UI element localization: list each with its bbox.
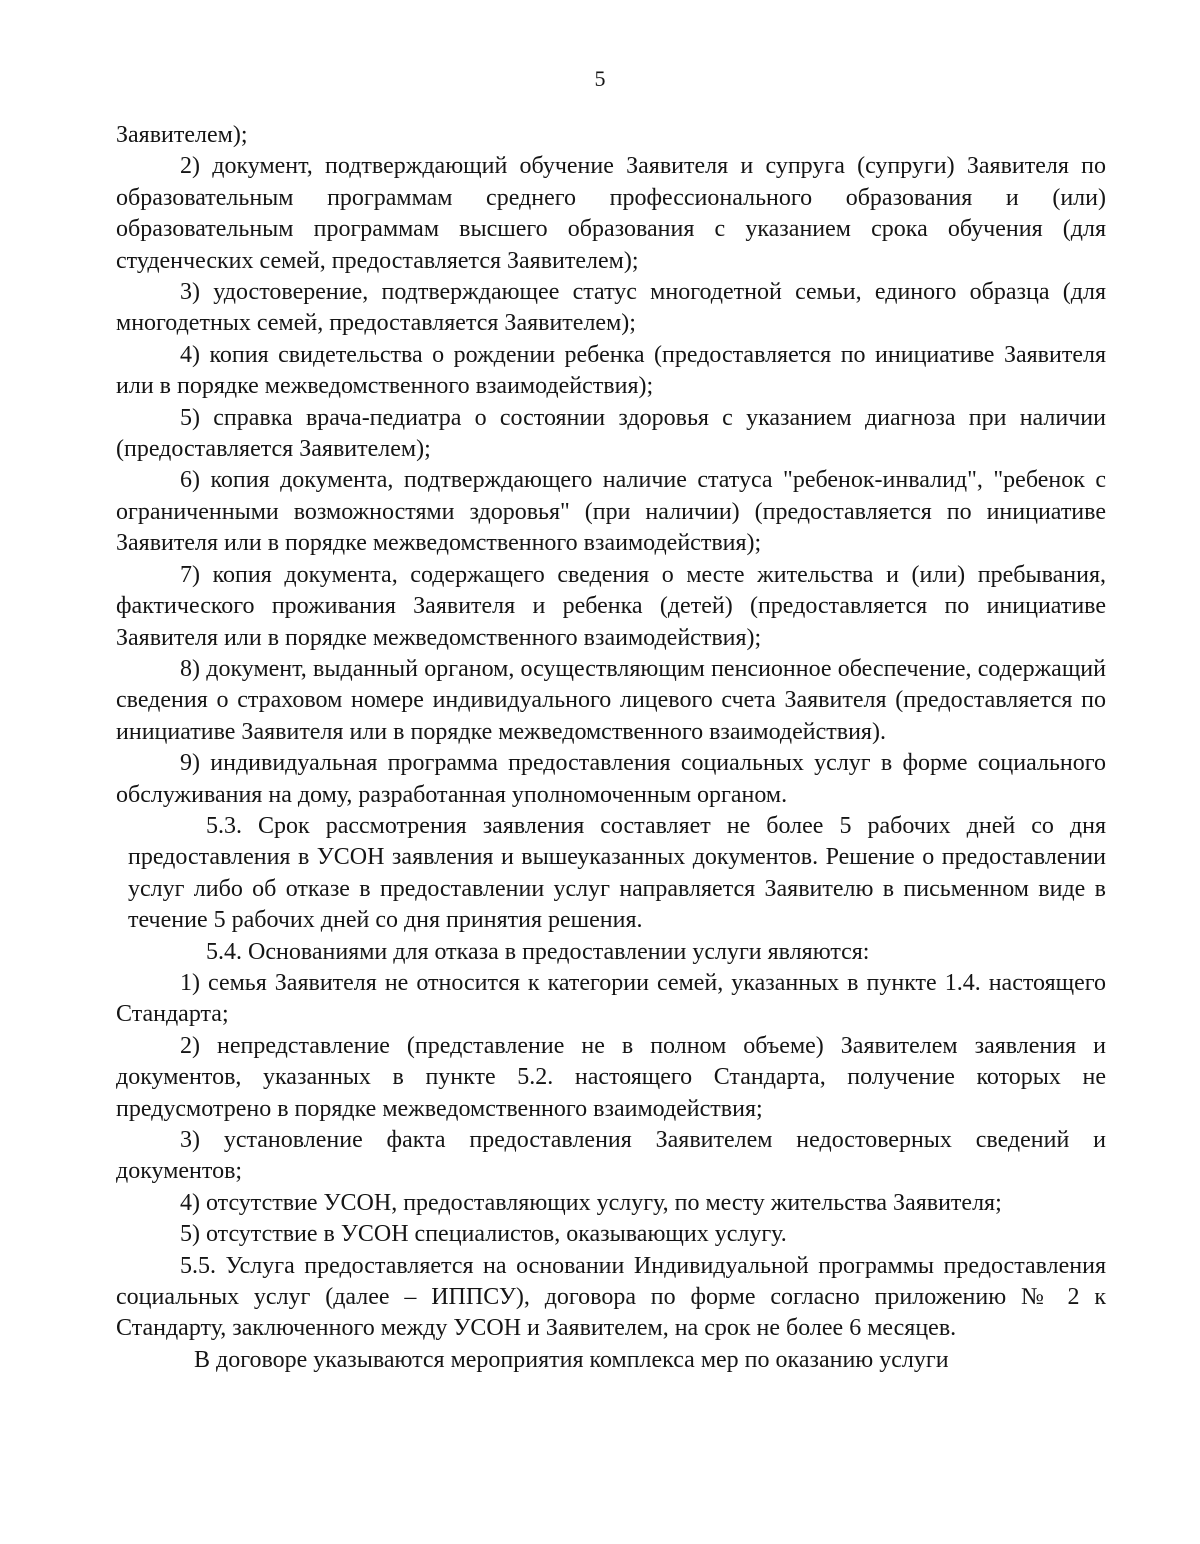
refusal-reason-1: 1) семья Заявителя не относится к категории семей, указанных в пункте 1.4. настоящего Стандарта;	[116, 969, 1106, 1028]
list-item-pension-document: 8) документ, выданный органом, осуществляющим пенсионное обеспечение, содержащий сведения о страховом номере индивидуального лицевого счета Заявителя (предоставляется по инициативе Заявителя или в порядке межведомственного взаимодействия).	[116, 655, 1106, 745]
list-item-large-family-certificate: 3) удостоверение, подтверждающее статус многодетной семьи, единого образца (для многодетных семей, предоставляется Заявителем);	[116, 279, 1106, 337]
list-item-residence-document: 7) копия документа, содержащего сведения о месте жительства и (или) пребывания, фактического проживания Заявителя и ребенка (детей) (предоставляется по инициативе Заявителя или в порядке межведомственного взаимодействия);	[116, 561, 1106, 651]
refusal-reason-5: 5) отсутствие в УСОН специалистов, оказывающих услугу.	[180, 1221, 787, 1248]
clause-5-4: 5.4. Основаниями для отказа в предоставлении услуги являются:	[206, 938, 870, 965]
document-body	[116, 120, 1106, 1376]
refusal-reason-3: 3) установление факта предоставления Заявителем недостоверных сведений и документов;	[116, 1127, 1106, 1185]
clause-5-5: 5.5. Услуга предоставляется на основании Индивидуальной программы предоставления социальных услуг (далее – ИППСУ), договора по форме согласно приложению № 2 к Стандарту, заключенного между УСОН и Заявителем, на срок не более 6 месяцев.	[116, 1252, 1106, 1342]
page-number: 5	[594, 66, 606, 91]
list-item-pediatrician-certificate: 5) справка врача-педиатра о состоянии здоровья с указанием диагноза при наличии (предоставляется Заявителем);	[116, 404, 1106, 463]
refusal-reason-4: 4) отсутствие УСОН, предоставляющих услугу, по месту жительства Заявителя;	[180, 1189, 1002, 1216]
refusal-reason-2: 2) непредставление (представление не в полном объеме) Заявителем заявления и документов, указанных в пункте 5.2. настоящего Стандарта, получение которых не предусмотрено в порядке межведомственного взаимодействия;	[116, 1032, 1106, 1122]
list-item-disability-status-document: 6) копия документа, подтверждающего наличие статуса "ребенок-инвалид", "ребенок с ограниченными возможностями здоровья" (при наличии) (предоставляется по инициативе Заявителя или в порядке межведомственного взаимодействия);	[116, 467, 1106, 557]
list-item-individual-program: 9) индивидуальная программа предоставления социальных услуг в форме социального обслуживания на дому, разработанная уполномоченным органом.	[116, 750, 1106, 808]
list-item-education-document: 2) документ, подтверждающий обучение Заявителя и супруга (супруги) Заявителя по образовательным программам среднего профессионального образования и (или) образовательным программам высшего образования с указанием срока обучения (для студенческих семей, предоставляется Заявителем);	[116, 153, 1106, 274]
clause-5-3: 5.3. Срок рассмотрения заявления составляет не более 5 рабочих дней со дня предоставления в УСОН заявления и вышеуказанных документов. Решение о предоставлении услуг либо об отказе в предоставлении услуг направляется Заявителю в письменном виде в течение 5 рабочих дней со дня принятия решения.	[128, 812, 1106, 934]
paragraph-continuation: Заявителем);	[116, 122, 248, 148]
clause-5-3-block	[128, 811, 1106, 968]
list-item-birth-certificate: 4) копия свидетельства о рождении ребенка (предоставляется по инициативе Заявителя или в порядке межведомственного взаимодействия);	[116, 341, 1106, 400]
contract-paragraph: В договоре указываются мероприятия комплекса мер по оказанию услуги	[194, 1346, 949, 1373]
